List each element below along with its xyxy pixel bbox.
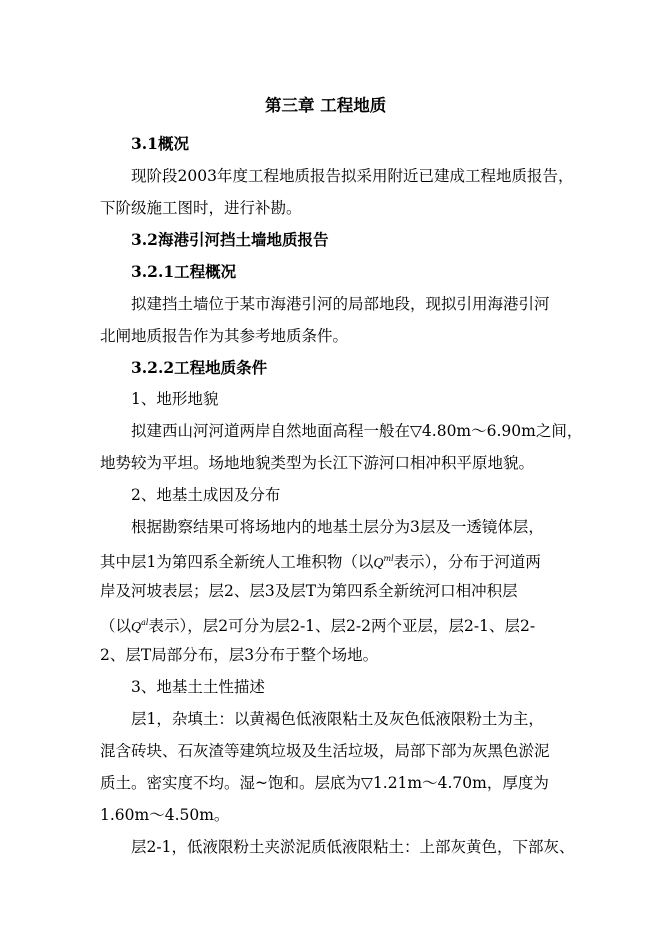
q-symbol: Q — [131, 620, 142, 636]
q-superscript: al — [141, 618, 149, 627]
paragraph-line: 混含砖块、石灰渣等建筑垃圾及生活垃圾，局部下部为灰黑色淤泥 — [100, 742, 550, 760]
text-span: （以 — [100, 617, 132, 636]
paragraph-line: 拟建西山河河道两岸自然地面高程一般在▽4.80m～6.90m之间， — [131, 422, 583, 440]
list-item-heading: 3、地基土土性描述 — [131, 678, 265, 696]
chapter-title: 第三章 工程地质 — [265, 96, 387, 115]
paragraph-line: 层2-1，低液限粉土夹淤泥质低液限粘土：上部灰黄色，下部灰、 — [131, 838, 575, 856]
paragraph-line — [100, 549, 541, 574]
section-3-2-2-heading: 3.2.2工程地质条件 — [131, 358, 268, 377]
paragraph-line: 质土。密实度不均。湿~饱和。层底为▽1.21m～4.70m，厚度为 — [100, 774, 549, 792]
section-3-2-1-heading: 3.2.1工程概况 — [131, 262, 237, 281]
paragraph-line — [100, 613, 535, 638]
paragraph-line: 现阶段2003年度工程地质报告拟采用附近已建成工程地质报告， — [131, 167, 574, 185]
list-item-heading: 1、地形地貌 — [131, 390, 219, 408]
paragraph-line: 2、层T局部分布，层3分布于整个场地。 — [100, 646, 379, 664]
paragraph-line: 岸及河坡表层；层2、层3及层T为第四系全新统河口相冲积层 — [100, 582, 518, 600]
text-span: 其中层1为第四系全新统人工堆积物（以 — [100, 553, 374, 572]
text-span: 表示），层2可分为层2-1、层2-2两个亚层，层2-1、层2- — [148, 617, 536, 636]
paragraph-line: 北闸地质报告作为其参考地质条件。 — [100, 327, 349, 345]
paragraph-line: 拟建挡土墙位于某市海港引河的局部地段，现拟引用海港引河 — [131, 295, 550, 313]
list-item-heading: 2、地基土成因及分布 — [131, 486, 281, 504]
paragraph-line: 1.60m～4.50m。 — [100, 806, 230, 824]
paragraph-line: 根据勘察结果可将场地内的地基土层分为3层及一透镜体层， — [131, 518, 544, 536]
section-3-1-heading: 3.1概况 — [131, 134, 189, 153]
section-3-2-heading: 3.2海港引河挡土墙地质报告 — [131, 230, 329, 249]
q-superscript: ml — [383, 554, 394, 563]
paragraph-line: 下阶级施工图时，进行补勘。 — [100, 199, 302, 217]
text-span: 表示），分布于河道两 — [393, 553, 541, 572]
paragraph-line: 层1，杂填土：以黄褐色低液限粘土及灰色低液限粉土为主， — [131, 710, 544, 728]
paragraph-line: 地势较为平坦。场地地貌类型为长江下游河口相冲积平原地貌。 — [100, 454, 535, 472]
q-symbol: Q — [373, 556, 384, 572]
